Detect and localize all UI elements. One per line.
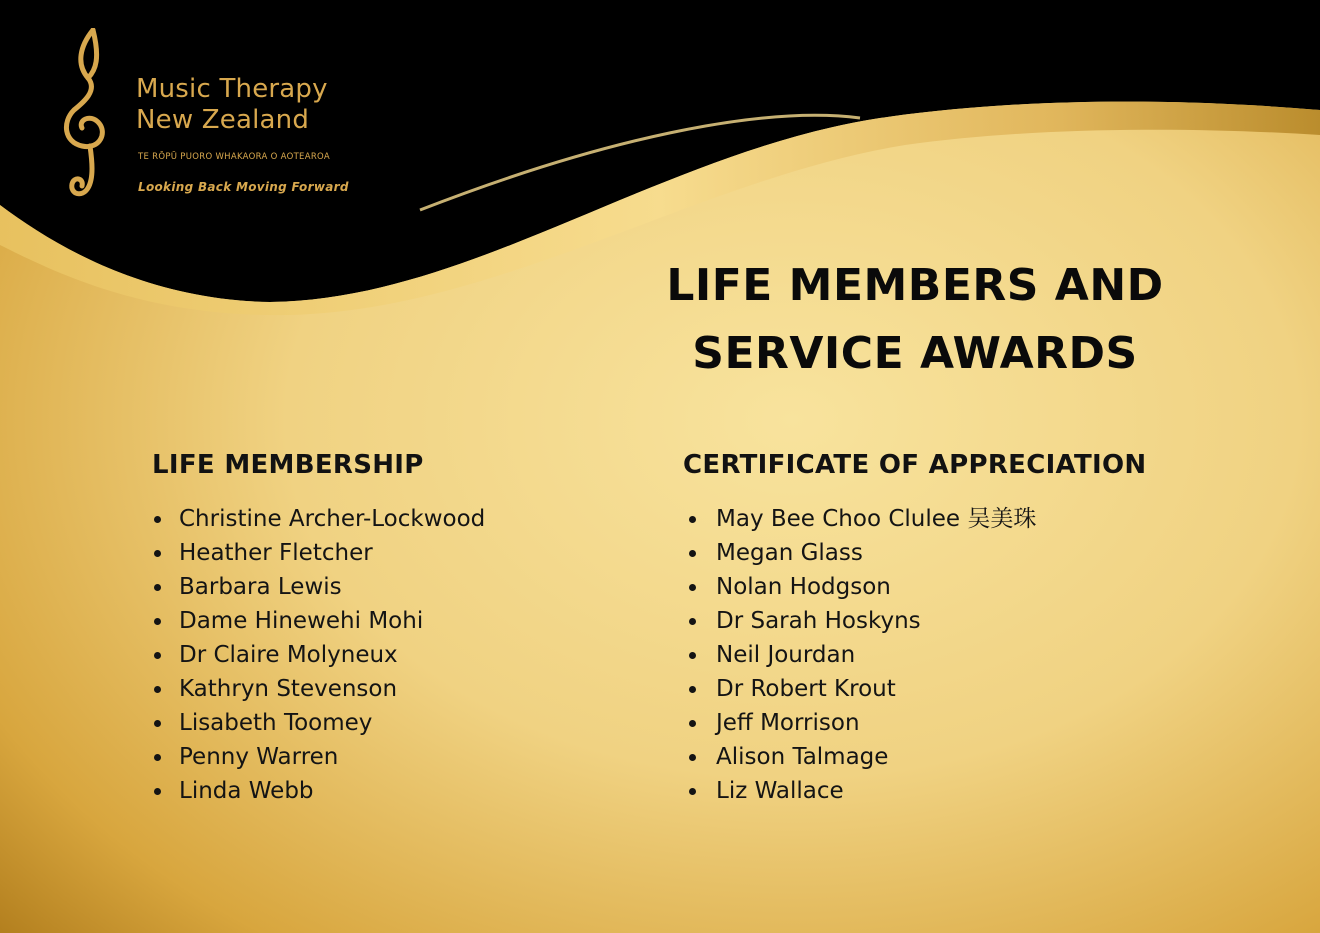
list-item <box>683 706 1146 740</box>
member-name: Heather Fletcher <box>179 540 373 566</box>
koru-treble-clef-icon <box>60 28 118 204</box>
bullet-icon <box>689 788 696 795</box>
brand-block <box>60 28 380 208</box>
brand-name: Music Therapy New Zealand <box>136 74 328 135</box>
certificate-list <box>683 502 1146 808</box>
list-item <box>683 638 1146 672</box>
bullet-icon <box>689 720 696 727</box>
member-name: Penny Warren <box>179 744 339 770</box>
bullet-icon <box>689 686 696 693</box>
certificate-heading: CERTIFICATE OF APPRECIATION <box>683 450 1147 480</box>
list-item <box>152 774 485 808</box>
bullet-icon <box>689 584 696 591</box>
list-item <box>152 502 485 536</box>
page-title: LIFE MEMBERS AND SERVICE AWARDS <box>666 260 1164 379</box>
bullet-icon <box>689 550 696 557</box>
list-item <box>683 672 1146 706</box>
bullet-icon <box>154 516 161 523</box>
list-item <box>152 706 485 740</box>
recipient-name: Liz Wallace <box>716 778 844 804</box>
bullet-icon <box>154 788 161 795</box>
list-item <box>683 536 1146 570</box>
brand-slogan: Looking Back Moving Forward <box>138 180 349 194</box>
certificate-section <box>683 450 1146 808</box>
member-name: Dame Hinewehi Mohi <box>179 608 424 634</box>
brand-tagline: TE RŌPŪ PUORO WHAKAORA O AOTEAROA <box>138 152 331 162</box>
list-item <box>683 570 1146 604</box>
bullet-icon <box>154 550 161 557</box>
recipient-name: Nolan Hodgson <box>716 574 891 600</box>
bullet-icon <box>154 618 161 625</box>
recipient-name: Alison Talmage <box>716 744 889 770</box>
member-name: Christine Archer-Lockwood <box>179 506 486 532</box>
recipient-name: Neil Jourdan <box>716 642 856 668</box>
bullet-icon <box>689 618 696 625</box>
list-item <box>152 740 485 774</box>
member-name: Dr Claire Molyneux <box>179 642 398 668</box>
list-item <box>152 672 485 706</box>
list-item <box>152 536 485 570</box>
bullet-icon <box>689 652 696 659</box>
bullet-icon <box>689 516 696 523</box>
bullet-icon <box>689 754 696 761</box>
list-item <box>152 570 485 604</box>
recipient-name: Dr Sarah Hoskyns <box>716 608 921 634</box>
recipient-name: Dr Robert Krout <box>716 676 896 702</box>
list-item <box>152 604 485 638</box>
recipient-name: May Bee Choo Clulee 吴美珠 <box>716 506 1037 532</box>
member-name: Barbara Lewis <box>179 574 342 600</box>
member-name: Linda Webb <box>179 778 314 804</box>
list-item <box>683 502 1146 536</box>
recipient-name: Megan Glass <box>716 540 863 566</box>
list-item <box>683 604 1146 638</box>
bullet-icon <box>154 686 161 693</box>
life-membership-section <box>152 450 485 808</box>
member-name: Lisabeth Toomey <box>179 710 373 736</box>
member-name: Kathryn Stevenson <box>179 676 398 702</box>
bullet-icon <box>154 754 161 761</box>
bullet-icon <box>154 720 161 727</box>
life-membership-list <box>152 502 485 808</box>
list-item <box>683 740 1146 774</box>
list-item <box>152 638 485 672</box>
list-item <box>683 774 1146 808</box>
recipient-name: Jeff Morrison <box>716 710 860 736</box>
bullet-icon <box>154 652 161 659</box>
bullet-icon <box>154 584 161 591</box>
life-membership-heading: LIFE MEMBERSHIP <box>152 450 424 480</box>
